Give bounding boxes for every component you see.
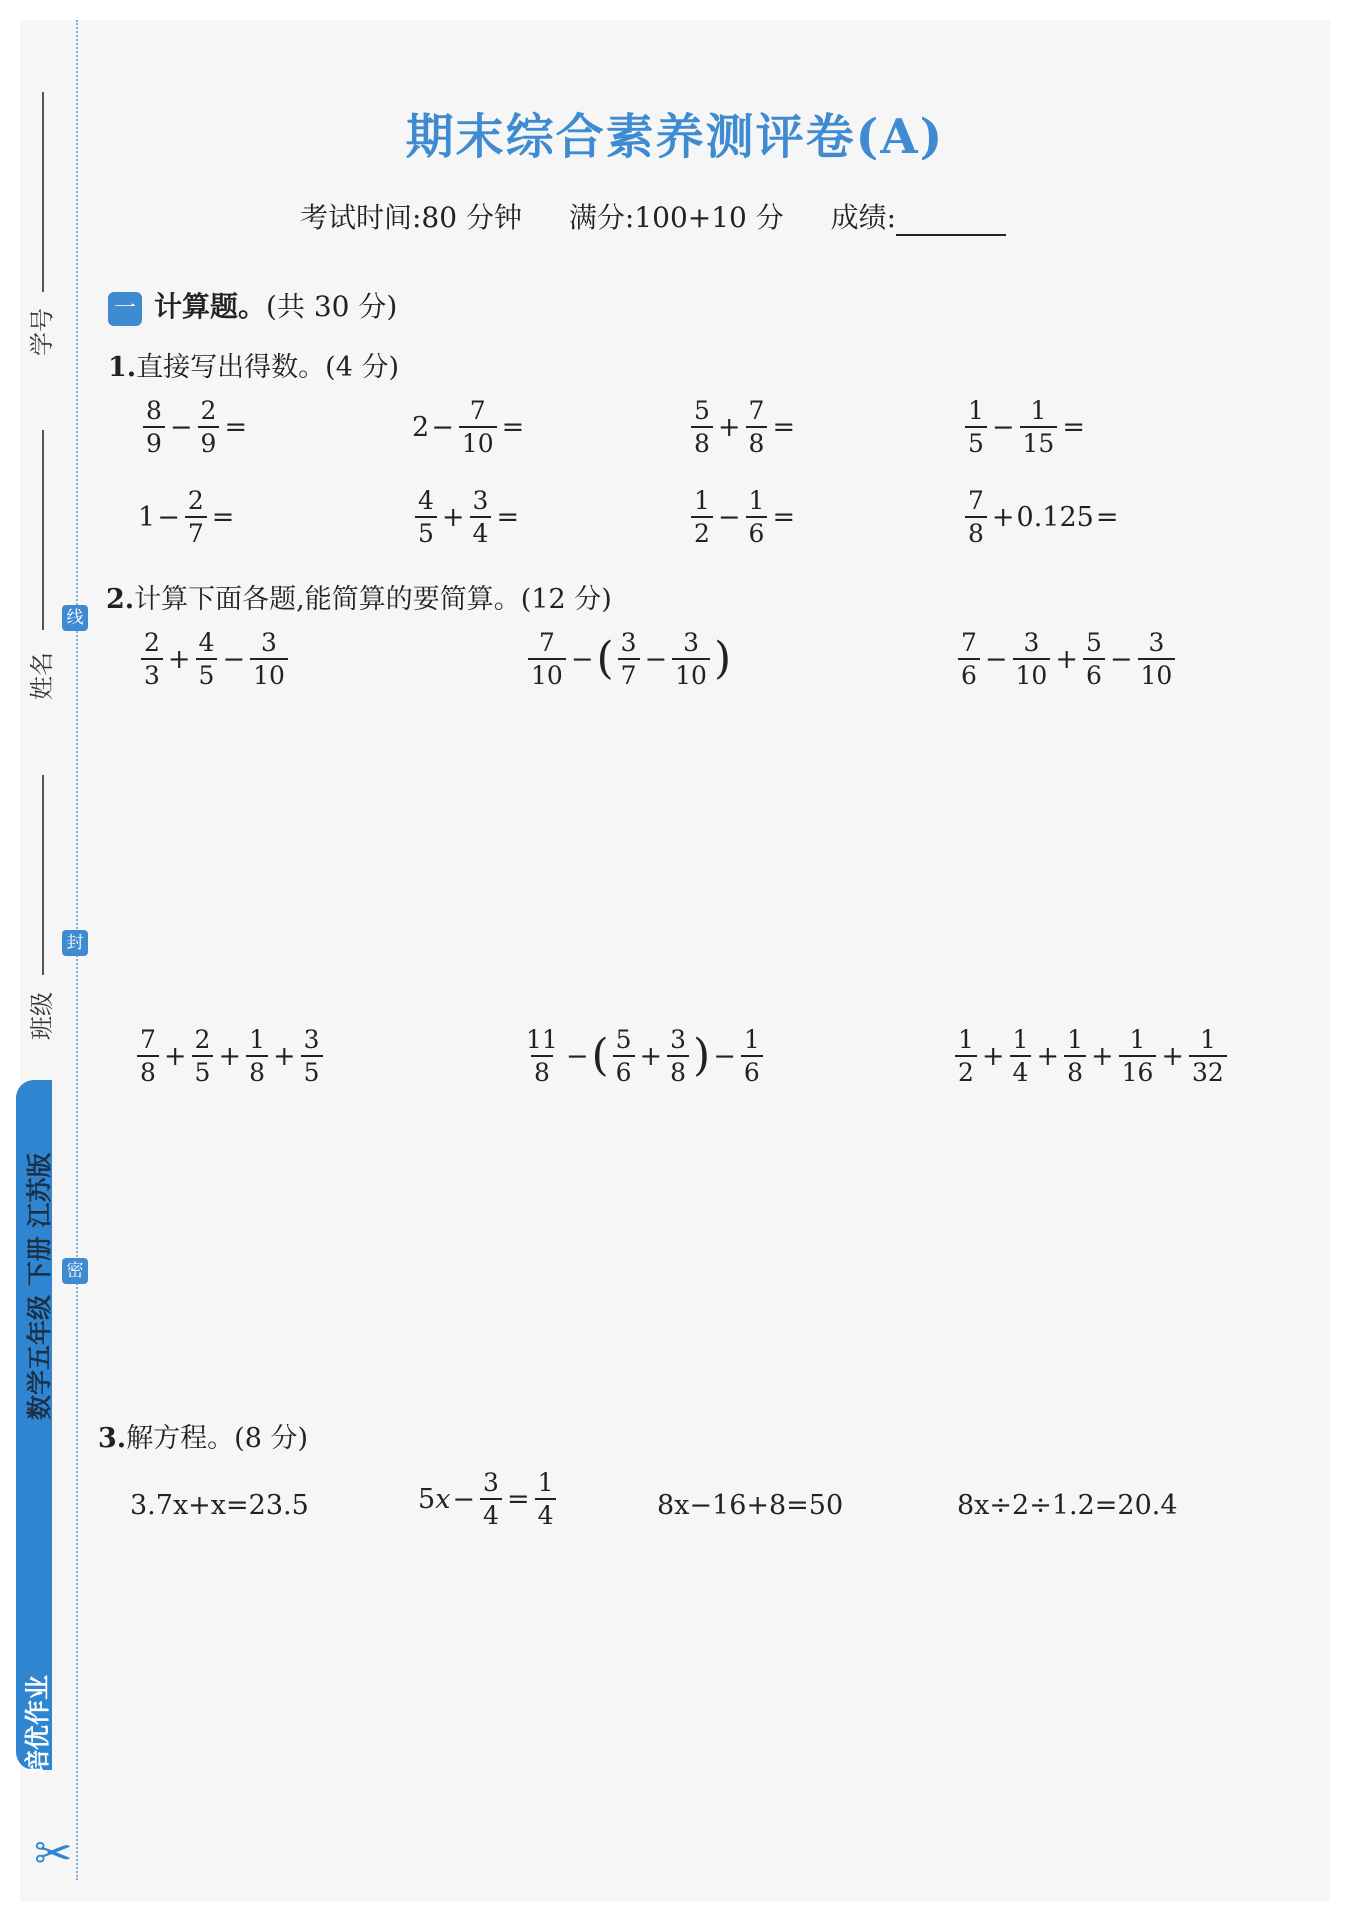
section-badge: 一 — [108, 292, 142, 326]
cut-mark-line: 线 — [62, 605, 88, 631]
q1-item-8: $\frac{7}{8}$ + 0.125 = — [962, 488, 1120, 546]
q3-eq-4: 8x÷2÷1.2=20.4 — [957, 1490, 1178, 1521]
cut-mark-seal: 封 — [62, 930, 88, 956]
page-title: 期末综合素养测评卷(A) — [405, 109, 945, 165]
scissors-icon: ✂ — [34, 1826, 73, 1880]
q1-item-6: $\frac{4}{5}$ + $\frac{3}{4}$ = — [412, 488, 521, 546]
section-points: (共 30 分) — [266, 290, 398, 323]
q2-item-2: $\frac{7}{10}$ − ( $\frac{3}{7}$ − $\frac{3}{10}$ ) — [525, 630, 732, 688]
section-title: 计算题。 — [154, 290, 267, 323]
exam-info — [300, 196, 1006, 236]
q1-number: 1. — [108, 352, 137, 383]
name-line — [42, 430, 44, 630]
q2-item-3: $\frac{7}{6}$ − $\frac{3}{10}$ + $\frac{5}{6}$ − $\frac{3}{10}$ — [955, 630, 1178, 688]
q3-text: 解方程。(8 分) — [126, 1423, 309, 1454]
q1-item-1: $\frac{8}{9}$ − $\frac{2}{9}$ = — [140, 398, 249, 456]
class-label: 班级 — [28, 992, 56, 1040]
q3-eq-3: 8x−16+8=50 — [657, 1490, 844, 1521]
q1-text: 直接写出得数。(4 分) — [136, 352, 400, 383]
q3-title — [98, 1416, 308, 1455]
name-label: 姓名 — [28, 652, 56, 700]
q2-item-1: $\frac{2}{3}$ + $\frac{4}{5}$ − $\frac{3}{10}$ — [138, 630, 291, 688]
student-id-label: 学号 — [28, 308, 56, 356]
score-label: 成绩: — [830, 201, 897, 234]
q1-item-2: 2 − $\frac{7}{10}$ = — [412, 396, 525, 458]
full-score: 满分:100+10 分 — [568, 201, 784, 234]
q3-eq-1: 3.7x+x=23.5 — [130, 1490, 309, 1521]
q1-item-5: 1 − $\frac{2}{7}$ = — [138, 486, 235, 548]
q1-item-7: $\frac{1}{2}$ − $\frac{1}{6}$ = — [688, 488, 797, 546]
exam-time: 考试时间:80 分钟 — [300, 201, 522, 234]
q2-title — [106, 577, 612, 616]
q1-item-3: $\frac{5}{8}$ + $\frac{7}{8}$ = — [688, 398, 797, 456]
q3-eq-2: 5 x − $\frac{3}{4}$ = $\frac{1}{4}$ — [418, 1470, 559, 1528]
section-heading — [108, 285, 397, 326]
q1-title — [108, 345, 399, 384]
q1-item-4: $\frac{1}{5}$ − $\frac{1}{15}$ = — [962, 398, 1087, 456]
score-blank[interactable] — [896, 206, 1006, 236]
cut-mark-secret: 密 — [62, 1258, 88, 1284]
q2-item-6: $\frac{1}{2}$ + $\frac{1}{4}$ + $\frac{1}{8}$ + $\frac{1}{16}$ + $\frac{1}{32}$ — [952, 1027, 1230, 1085]
q2-number: 2. — [106, 584, 135, 615]
q2-item-5: $\frac{11}{8}$ − ( $\frac{5}{6}$ + $\frac{3}{8}$ ) − $\frac{1}{6}$ — [520, 1027, 766, 1085]
series-text: 数学五年级 下册 江苏版 — [25, 1152, 54, 1420]
q2-item-4: $\frac{7}{8}$ + $\frac{2}{5}$ + $\frac{1}{8}$ + $\frac{3}{5}$ — [134, 1027, 326, 1085]
equals-sign: = — [224, 411, 248, 443]
series-brand: 培优作业 — [23, 1674, 52, 1775]
q2-text: 计算下面各题,能简算的要简算。(12 分) — [134, 584, 612, 615]
class-line — [42, 775, 44, 975]
q3-number: 3. — [98, 1423, 127, 1454]
